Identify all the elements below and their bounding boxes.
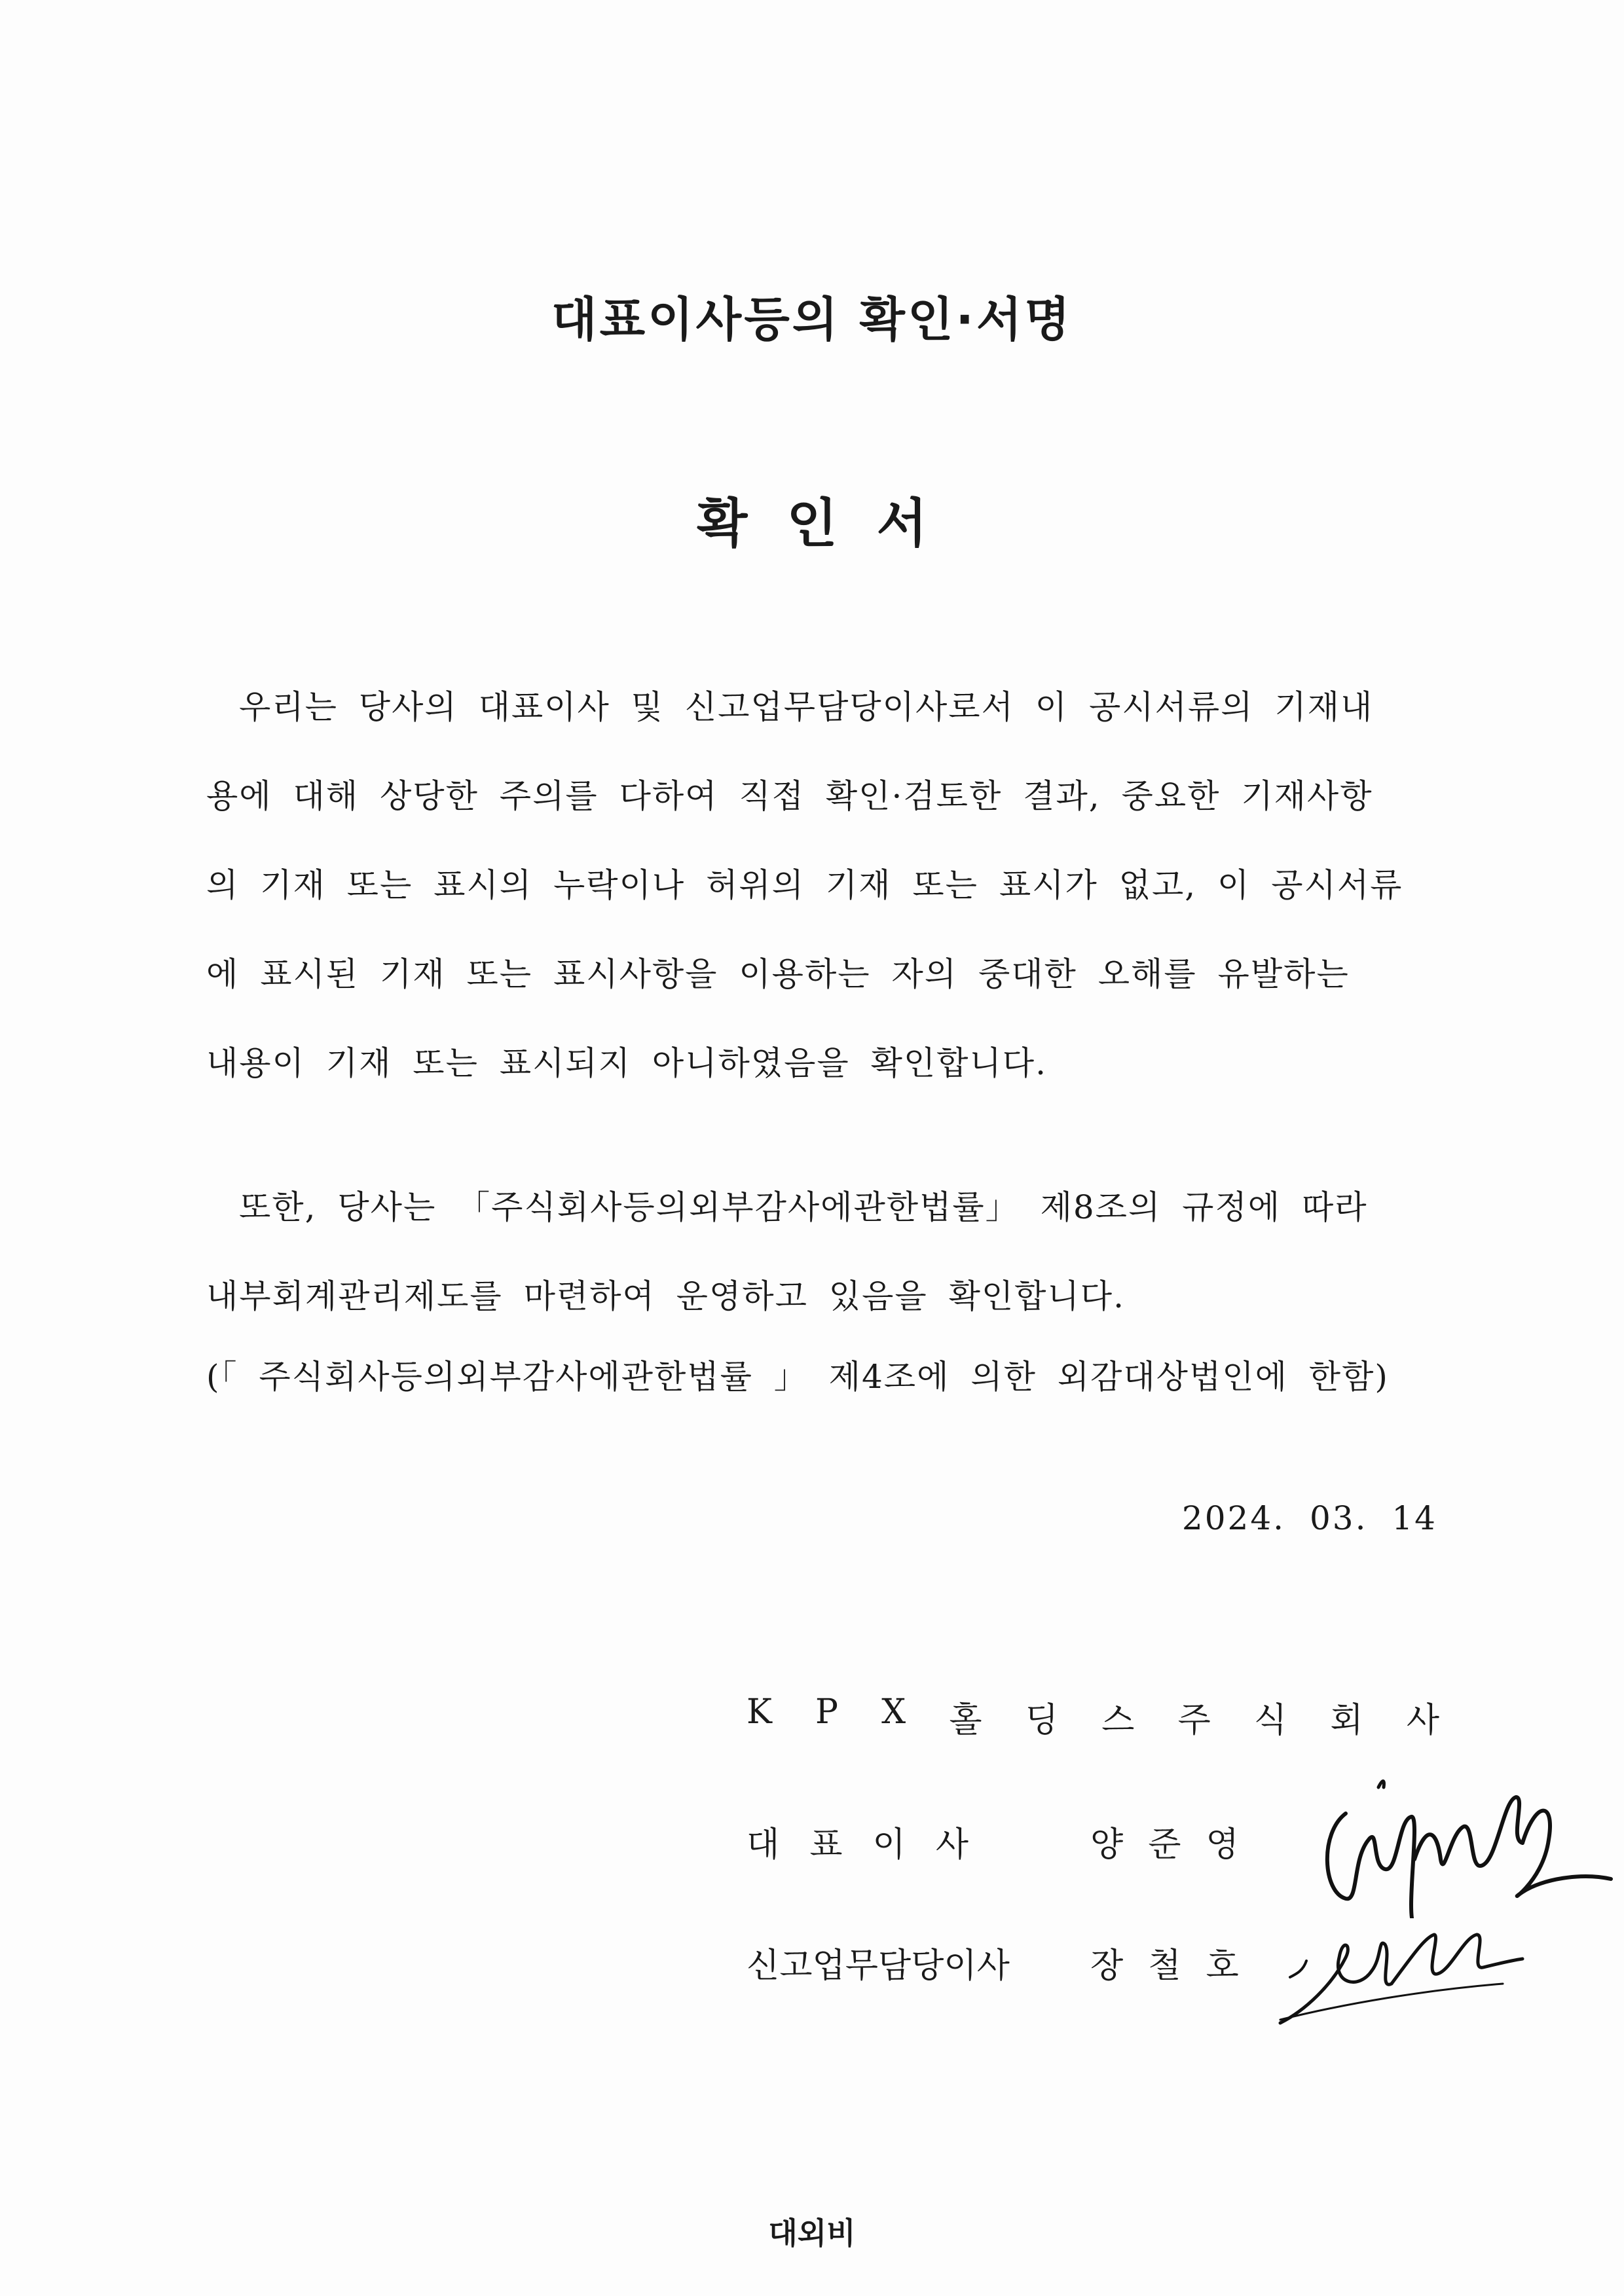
signatory-role-disclosure-director: 신고업무담당이사 — [747, 1946, 1010, 1986]
company-letter: 사 — [1406, 1701, 1439, 1740]
company-letter: 딩 — [1025, 1701, 1058, 1740]
company-letter: 회 — [1330, 1701, 1363, 1740]
company-letter: P — [815, 1692, 839, 1732]
company-letter: 스 — [1101, 1701, 1135, 1740]
paragraph-line: (「 주식회사등의외부감사에관한법률 」 제4조에 의한 외감대상법인에 한함) — [206, 1358, 1389, 1396]
paragraph-line: 우리는 당사의 대표이사 및 신고업무담당이사로서 이 공시서류의 기재내 — [239, 688, 1374, 726]
company-letter: X — [881, 1692, 906, 1732]
classification-label: 대외비 — [768, 2215, 856, 2251]
company-letter: 주 — [1177, 1701, 1211, 1740]
internal-control-paragraph — [206, 1163, 1437, 1406]
signatory-name-disclosure-director: 장철호 — [1090, 1946, 1264, 1986]
ceo-signature — [1306, 1761, 1614, 1918]
signatory-name-ceo: 양준영 — [1090, 1825, 1264, 1865]
document-title: 대표이사등의 확인·서명 — [551, 292, 1073, 347]
document-date: 2024. 03. 14 — [1181, 1499, 1437, 1537]
company-letter: K — [747, 1692, 772, 1732]
paragraph-line: 내부회계관리제도를 마련하여 운영하고 있음을 확인합니다. — [206, 1277, 1125, 1315]
company-name — [747, 1692, 1439, 1741]
company-letter: 홀 — [949, 1701, 982, 1740]
signatory-role-ceo: 대표이사 — [747, 1825, 999, 1865]
paragraph-line: 에 표시된 기재 또는 표시사항을 이용하는 자의 중대한 오해를 유발하는 — [206, 955, 1350, 993]
paragraph-line: 내용이 기재 또는 표시되지 아니하였음을 확인합니다. — [206, 1044, 1047, 1082]
paragraph-line: 또한, 당사는 「주식회사등의외부감사에관한법률」 제8조의 규정에 따라 — [239, 1188, 1368, 1226]
document-subtitle: 확인서 — [697, 493, 967, 554]
paragraph-line: 의 기재 또는 표시의 누락이나 허위의 기재 또는 표시가 없고, 이 공시서류 — [206, 866, 1403, 904]
confirmation-paragraph — [206, 663, 1437, 1108]
paragraph-line: 용에 대해 상당한 주의를 다하여 직접 확인·검토한 결과, 중요한 기재사항 — [206, 777, 1373, 815]
director-signature — [1267, 1899, 1529, 2030]
company-letter: 식 — [1253, 1701, 1287, 1740]
